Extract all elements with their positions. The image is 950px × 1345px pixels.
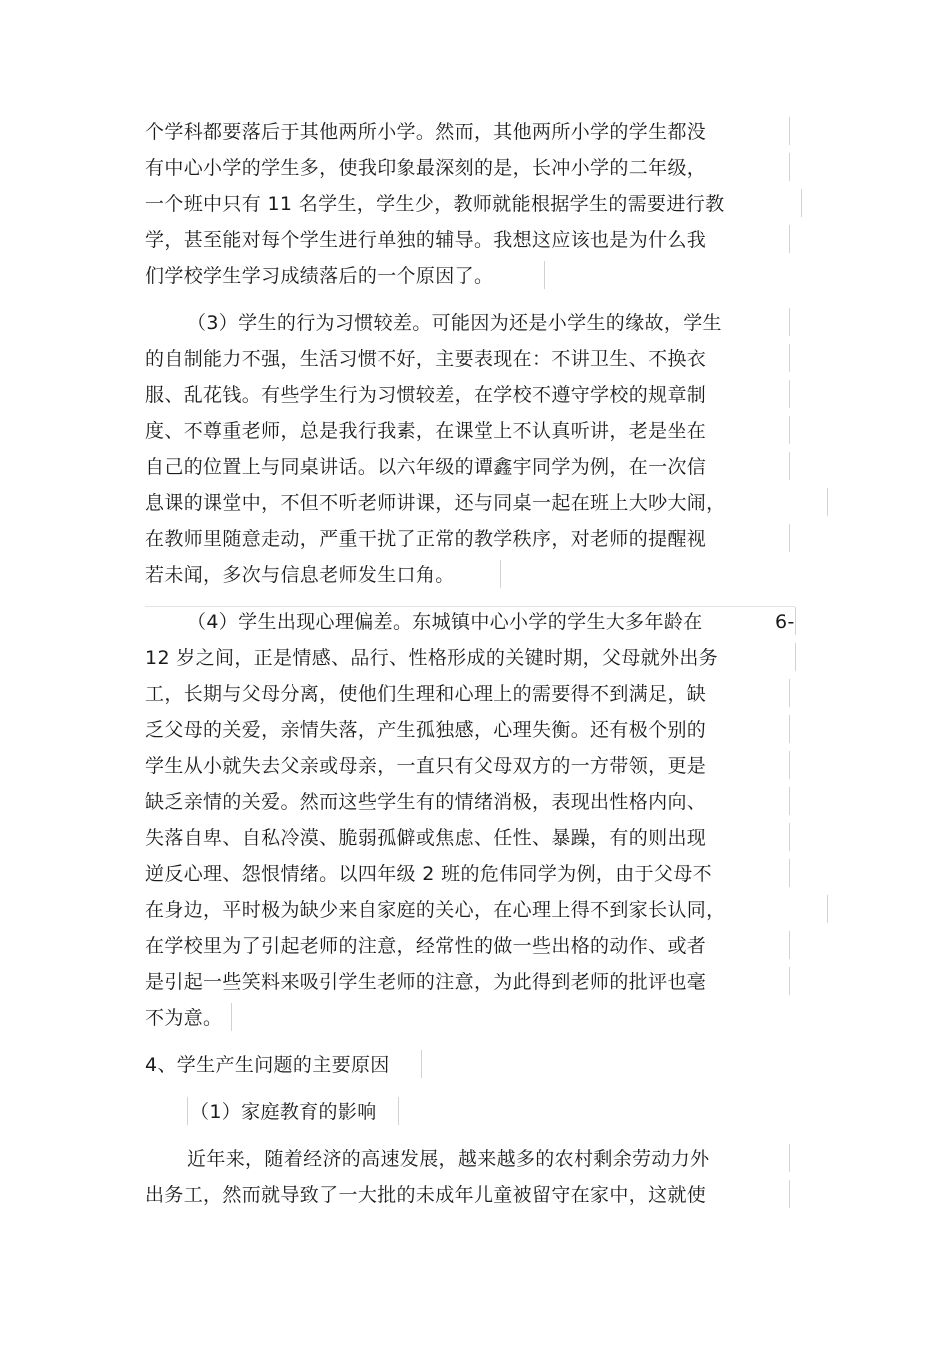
margin-tick bbox=[789, 715, 790, 743]
margin-tick bbox=[500, 560, 501, 588]
text-line: 个学科都要落后于其他两所小学。然而，其他两所小学的学生都没 bbox=[145, 121, 707, 143]
text-line: 若未闻，多次与信息老师发生口角。 bbox=[145, 564, 455, 586]
text-line: 乏父母的关爱，亲情失落，产生孤独感，心理失衡。还有极个别的 bbox=[145, 719, 707, 741]
margin-tick bbox=[789, 380, 790, 408]
margin-tick bbox=[789, 1180, 790, 1208]
margin-tick bbox=[827, 488, 828, 516]
text-line: 自己的位置上与同桌讲话。以六年级的谭鑫宇同学为例，在一次信 bbox=[145, 456, 707, 478]
text-line: 出务工，然而就导致了一大批的未成年儿童被留守在家中，这就使 bbox=[145, 1184, 707, 1206]
text-line: 逆反心理、怨恨情绪。以四年级 2 班的危伟同学为例，由于父母不 bbox=[145, 863, 713, 885]
text-line: 在教师里随意走动，严重干扰了正常的教学秩序，对老师的提醒视 bbox=[145, 528, 707, 550]
paragraph-3-heading-line: （3）学生的行为习惯较差。可能因为还是小学生的缘故，学生 bbox=[187, 312, 722, 334]
margin-tick bbox=[789, 225, 790, 253]
scan-rule bbox=[145, 606, 795, 607]
subsection-heading: （1）家庭教育的影响 bbox=[190, 1101, 377, 1123]
margin-tick bbox=[789, 823, 790, 851]
text-line: 在学校里为了引起老师的注意，经常性的做一些出格的动作、或者 bbox=[145, 935, 707, 957]
text-line: 度、不尊重老师，总是我行我素，在课堂上不认真听讲，老是坐在 bbox=[145, 420, 707, 442]
margin-tick bbox=[187, 1097, 188, 1125]
text-line: 是引起一些笑料来吸引学生老师的注意，为此得到老师的批评也毫 bbox=[145, 971, 707, 993]
text-line: 失落自卑、自私冷漠、脆弱孤僻或焦虑、任性、暴躁，有的则出现 bbox=[145, 827, 707, 849]
text-line: 有中心小学的学生多，使我印象最深刻的是，长冲小学的二年级， bbox=[145, 157, 707, 179]
margin-tick bbox=[801, 189, 802, 217]
age-range-fragment: 6- bbox=[775, 611, 795, 633]
margin-tick bbox=[421, 1050, 422, 1078]
text-line: 一个班中只有 11 名学生，学生少，教师就能根据学生的需要进行教 bbox=[145, 193, 725, 215]
margin-tick bbox=[795, 607, 796, 635]
margin-tick bbox=[789, 117, 790, 145]
text-line: 在身边，平时极为缺少来自家庭的关心，在心理上得不到家长认同， bbox=[145, 899, 726, 921]
margin-tick bbox=[789, 931, 790, 959]
margin-tick bbox=[789, 452, 790, 480]
margin-tick bbox=[789, 416, 790, 444]
margin-tick bbox=[398, 1097, 399, 1125]
margin-tick bbox=[789, 524, 790, 552]
text-line: 学生从小就失去父亲或母亲，一直只有父母双方的一方带领，更是 bbox=[145, 755, 707, 777]
margin-tick bbox=[789, 308, 790, 336]
paragraph-4-heading-line: （4）学生出现心理偏差。东城镇中心小学的学生大多年龄在 bbox=[187, 611, 703, 633]
text-line: 的自制能力不强，生活习惯不好，主要表现在：不讲卫生、不换衣 bbox=[145, 348, 707, 370]
text-line: 不为意。 bbox=[145, 1007, 223, 1029]
margin-tick bbox=[789, 787, 790, 815]
text-line: 息课的课堂中，不但不听老师讲课，还与同桌一起在班上大吵大闹， bbox=[145, 492, 726, 514]
text-line: 缺乏亲情的关爱。然而这些学生有的情绪消极，表现出性格内向、 bbox=[145, 791, 707, 813]
margin-tick bbox=[789, 679, 790, 707]
margin-tick bbox=[827, 895, 828, 923]
margin-tick bbox=[789, 153, 790, 181]
text-line: 12 岁之间，正是情感、品行、性格形成的关键时期，父母就外出务 bbox=[145, 647, 719, 669]
margin-tick bbox=[789, 859, 790, 887]
margin-tick bbox=[789, 751, 790, 779]
margin-tick bbox=[795, 643, 796, 671]
text-line: 们学校学生学习成绩落后的一个原因了。 bbox=[145, 265, 494, 287]
margin-tick bbox=[789, 1144, 790, 1172]
text-line: 近年来，随着经济的高速发展，越来越多的农村剩余劳动力外 bbox=[187, 1148, 710, 1170]
text-line: 工，长期与父母分离，使他们生理和心理上的需要得不到满足，缺 bbox=[145, 683, 707, 705]
section-heading: 4、学生产生问题的主要原因 bbox=[145, 1054, 390, 1076]
margin-tick bbox=[544, 261, 545, 289]
margin-tick bbox=[231, 1003, 232, 1031]
margin-tick bbox=[789, 967, 790, 995]
text-line: 服、乱花钱。有些学生行为习惯较差，在学校不遵守学校的规章制 bbox=[145, 384, 707, 406]
margin-tick bbox=[789, 344, 790, 372]
text-line: 学，甚至能对每个学生进行单独的辅导。我想这应该也是为什么我 bbox=[145, 229, 707, 251]
